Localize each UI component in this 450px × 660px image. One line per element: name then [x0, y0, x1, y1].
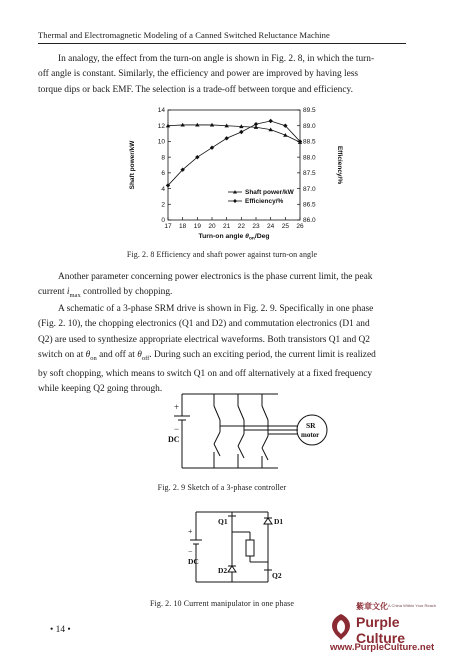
left-tick-label: 12 [157, 122, 165, 130]
chart-svg [120, 104, 350, 244]
three-phase-controller-svg [160, 386, 330, 476]
paragraph-2-line-2 [38, 285, 172, 303]
phase-leg-1 [214, 394, 220, 468]
paragraph-3-line-3: Q2) are used to synthesize appropriate electrical waveforms. Both transistors Q1 and Q2 [38, 334, 370, 345]
right-tick-label: 87.5 [303, 170, 316, 178]
p2-var-i: i [66, 287, 70, 298]
page-number: • 14 • [50, 625, 71, 635]
efficiency-point [224, 136, 228, 140]
efficiency-point [210, 146, 214, 150]
x-tick-label: 26 [296, 223, 304, 230]
purple-culture-watermark [328, 602, 450, 660]
efficiency-point [239, 130, 243, 134]
legend-marker-diamond [233, 199, 237, 203]
efficiency-power-chart [120, 104, 350, 244]
fig-2-9-diagram [160, 386, 330, 476]
p3-theta-off: θ [137, 350, 142, 361]
right-tick-label: 86.0 [303, 217, 316, 225]
p2-sub-max: max [69, 292, 81, 300]
paragraph-3-line-4 [38, 348, 376, 366]
label-q2: Q2 [272, 571, 282, 580]
x-tick-label: 18 [179, 223, 187, 230]
phase-leg-2 [238, 394, 244, 468]
legend-label-1: Shaft power/kW [245, 189, 294, 197]
label-q1: Q1 [218, 517, 228, 526]
p3-sub-on: on [90, 355, 97, 363]
fig-2-10-diagram [188, 502, 298, 592]
watermark-url: www.PurpleCulture.net [330, 642, 435, 653]
right-tick-label: 87.0 [303, 185, 316, 193]
watermark-chinese: 紫章文化 [356, 602, 388, 611]
legend-label-2: Efficiency/% [245, 198, 284, 206]
motor-label-sr: SR [306, 421, 316, 430]
x-tick-label: 21 [223, 223, 231, 230]
motor-label-motor: motor [301, 431, 320, 439]
right-tick-label: 86.5 [303, 201, 316, 209]
paragraph-1-line-3: torque dips or back EMF. The selection is a trade-off between torque and efficiency. [38, 84, 353, 95]
x-tick-label: 25 [281, 223, 289, 230]
left-tick-label: 0 [161, 217, 165, 225]
right-tick-label: 88.0 [303, 154, 316, 162]
left-tick-label: 6 [161, 170, 165, 178]
series-line-1 [168, 125, 300, 142]
fig29-dc-label: DC [168, 435, 180, 444]
paragraph-1-line-2: off angle is constant. Similarly, the efficiency and power are improved by having less [38, 69, 359, 80]
p3-l4-a: switch on at [38, 350, 86, 361]
watermark-brand: Purple Culture [356, 614, 405, 646]
phase-leg-3 [262, 394, 268, 468]
p3-l4-c: . During such an exciting period, the current limit is realized [149, 350, 376, 361]
fig29-minus: − [174, 424, 180, 434]
purple-culture-logo-icon [328, 612, 354, 642]
paragraph-1-line-1: In analogy, the effect from the turn-on angle is shown in Fig. 2. 8, in which the turn- [58, 54, 375, 64]
x-tick-label: 23 [252, 223, 260, 230]
paragraph-2 [38, 270, 406, 304]
label-d2: D2 [218, 566, 228, 575]
d1-triangle [264, 518, 272, 524]
x-tick-label: 17 [164, 223, 172, 230]
fig-2-8-caption: Fig. 2. 8 Efficiency and shaft power against turn-on angle [126, 250, 318, 259]
p3-theta-on: θ [85, 350, 91, 361]
label-d1: D1 [274, 517, 284, 526]
right-tick-label: 89.5 [303, 107, 316, 115]
paragraph-2-line-1: Another parameter concerning power electronics is the phase current limit, the peak [58, 272, 373, 282]
left-tick-label: 10 [157, 138, 165, 146]
running-head: Thermal and Electromagnetic Modeling of a Canned Switched Reluctance Machine [38, 30, 406, 44]
phase-winding [246, 540, 254, 556]
p3-l4-b: and off at [96, 350, 138, 361]
paragraph-1 [38, 52, 406, 98]
right-tick-label: 89.0 [303, 122, 316, 130]
right-tick-label: 88.5 [303, 138, 316, 146]
left-tick-label: 8 [161, 154, 165, 162]
sr-motor-symbol [297, 415, 327, 445]
x-tick-label: 20 [208, 223, 216, 230]
efficiency-point [254, 122, 258, 126]
paragraph-3-line-2: (Fig. 2. 10), the chopping electronics (Q1 and D2) and commutation electronics (D1 and [38, 319, 370, 330]
one-phase-manipulator-svg [188, 502, 298, 592]
efficiency-point [268, 119, 272, 123]
p3-sub-off: off [141, 355, 150, 363]
watermark-tagline: A China Within Your Reach [388, 603, 437, 608]
fig210-dc-label: DC [188, 557, 199, 566]
x-tick-label: 22 [237, 223, 245, 230]
fig-2-10-caption: Fig. 2. 10 Current manipulator in one phase [149, 599, 295, 608]
paragraph-3-line-5: by soft chopping, which means to switch Q1 on and off alternatively at a fixed frequency [38, 368, 373, 379]
left-tick-label: 4 [161, 185, 165, 193]
paragraph-3-line-1: A schematic of a 3-phase SRM drive is shown in Fig. 2. 9. Specifically in one phase [58, 304, 374, 314]
p2-text-b: controlled by chopping. [80, 287, 173, 298]
x-tick-label: 24 [267, 223, 275, 230]
y-axis-label-right: Efficiency/% [336, 145, 343, 185]
fig-2-9-caption: Fig. 2. 9 Sketch of a 3-phase controller [157, 483, 287, 492]
d2-triangle [228, 566, 236, 572]
fig210-minus: − [188, 547, 193, 556]
y-axis-label-left: Shaft power/kW [129, 140, 136, 190]
left-tick-label: 2 [161, 201, 165, 209]
fig210-plus: + [188, 527, 193, 536]
p2-text-a: current [38, 287, 67, 298]
fig29-plus: + [174, 402, 180, 412]
x-axis-label: Turn-on angle $\theta_{on}$/Deg [198, 233, 270, 242]
paragraph-3-line-6: while keeping Q2 going through. [38, 383, 163, 394]
series-line-2 [168, 121, 300, 185]
left-tick-label: 14 [157, 107, 165, 115]
x-tick-label: 19 [193, 223, 201, 230]
paragraph-3 [38, 302, 406, 397]
